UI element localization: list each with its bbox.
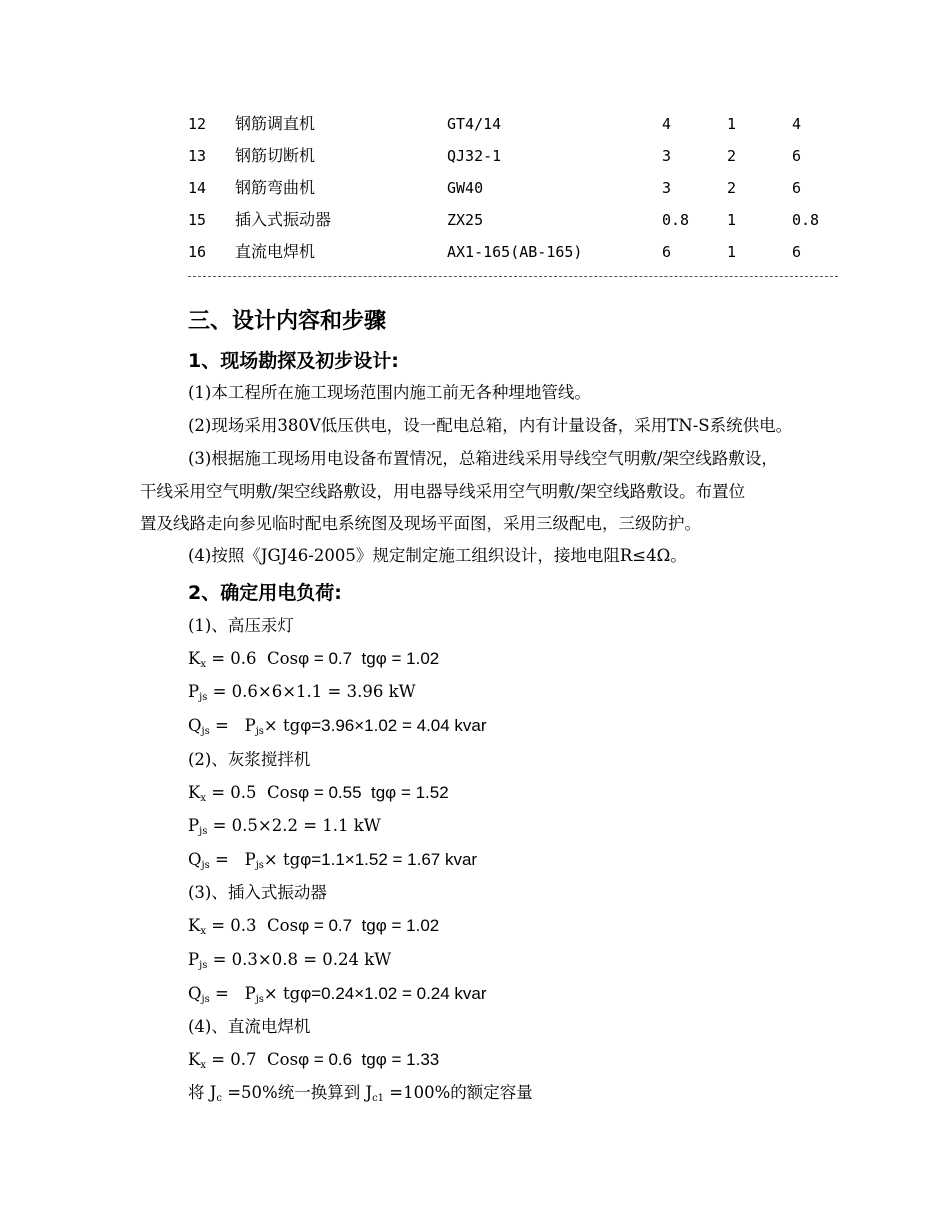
paragraph: (3)根据施工现场用电设备布置情况，总箱进线采用导线空气明敷/架空线路敷设， (188, 449, 778, 468)
equipment-count: 1 (727, 115, 737, 133)
equipment-count: 2 (727, 147, 737, 165)
formula-kx: $K_x = 0.5$ Cosφ = 0.55 tgφ = 1.52 (188, 783, 449, 804)
equipment-total: 4 (792, 115, 802, 133)
equipment-total: 0.8 (792, 211, 820, 229)
equipment-total: 6 (792, 147, 802, 165)
formula-qjs: $Q_{js} = P_{js}\times tg\varphi=0.24\times 1.02 = 0.24$ kvar (188, 984, 487, 1005)
subsection-heading-survey: 1、现场勘探及初步设计: (188, 350, 399, 372)
equipment-name: 直流电焊机 (235, 242, 316, 261)
formula-kx: $K_x = 0.3$ Cosφ = 0.7 tgφ = 1.02 (188, 916, 440, 937)
row-number: 15 (188, 211, 207, 229)
equipment-model: GW40 (447, 179, 484, 197)
formula-pjs: $P_{js} = 0.6\times 6\times 1.1 = 3.96$ kW (188, 682, 416, 703)
equipment-model: AX1-165(AB-165) (447, 243, 583, 261)
conversion-note: 将 $J_c =50\%$统一换算到 $J_{c1} =100\%$的额定容量 (188, 1083, 533, 1104)
paragraph: 置及线路走向参见临时配电系统图及现场平面图，采用三级配电，三级防护。 (140, 514, 701, 533)
equipment-count: 1 (727, 243, 737, 261)
equipment-power: 4 (662, 115, 672, 133)
equipment-name: 钢筋弯曲机 (235, 178, 316, 197)
table-divider (188, 276, 838, 277)
equipment-count: 2 (727, 179, 737, 197)
formula-qjs: $Q_{js} = P_{js}\times tg\varphi=1.1\times 1.52 = 1.67$ kvar (188, 850, 478, 871)
equipment-power: 0.8 (662, 211, 690, 229)
equipment-name: 钢筋调直机 (235, 114, 316, 133)
subsection-heading-load: 2、确定用电负荷: (188, 582, 342, 604)
formula-pjs: $P_{js} = 0.5\times 2.2 = 1.1$ kW (188, 816, 381, 837)
formula-kx: $K_x = 0.6$ Cosφ = 0.7 tgφ = 1.02 (188, 649, 440, 670)
row-number: 13 (188, 147, 207, 165)
equipment-count: 1 (727, 211, 737, 229)
row-number: 16 (188, 243, 207, 261)
load-item-title: (2)、灰浆搅拌机 (188, 750, 311, 769)
section-heading: 三、设计内容和步骤 (188, 309, 387, 334)
load-item-title: (3)、插入式振动器 (188, 883, 327, 902)
equipment-model: ZX25 (447, 211, 484, 229)
equipment-power: 6 (662, 243, 672, 261)
equipment-total: 6 (792, 179, 802, 197)
row-number: 12 (188, 115, 207, 133)
equipment-name: 钢筋切断机 (235, 146, 316, 165)
formula-kx: $K_x = 0.7$ Cosφ = 0.6 tgφ = 1.33 (188, 1050, 440, 1071)
paragraph: (2)现场采用380V低压供电，设一配电总箱，内有计量设备，采用TN-S系统供电。 (188, 416, 793, 435)
paragraph: (1)本工程所在施工现场范围内施工前无各种埋地管线。 (188, 383, 591, 402)
equipment-power: 3 (662, 179, 672, 197)
row-number: 14 (188, 179, 207, 197)
paragraph: 干线采用空气明敷/架空线路敷设，用电器导线采用空气明敷/架空线路敷设。布置位 (140, 482, 746, 501)
equipment-name: 插入式振动器 (235, 210, 332, 229)
load-item-title: (4)、直流电焊机 (188, 1017, 311, 1036)
equipment-model: GT4/14 (447, 115, 502, 133)
load-item-title: (1)、高压汞灯 (188, 616, 294, 635)
equipment-total: 6 (792, 243, 802, 261)
equipment-power: 3 (662, 147, 672, 165)
equipment-model: QJ32-1 (447, 147, 502, 165)
formula-qjs: $Q_{js} = P_{js}\times tg\varphi=3.96\times 1.02 = 4.04$ kvar (188, 716, 487, 737)
paragraph: (4)按照《JGJ46-2005》规定制定施工组织设计，接地电阻R≤4Ω。 (188, 546, 687, 565)
formula-pjs: $P_{js} = 0.3\times 0.8 = 0.24$ kW (188, 950, 392, 971)
